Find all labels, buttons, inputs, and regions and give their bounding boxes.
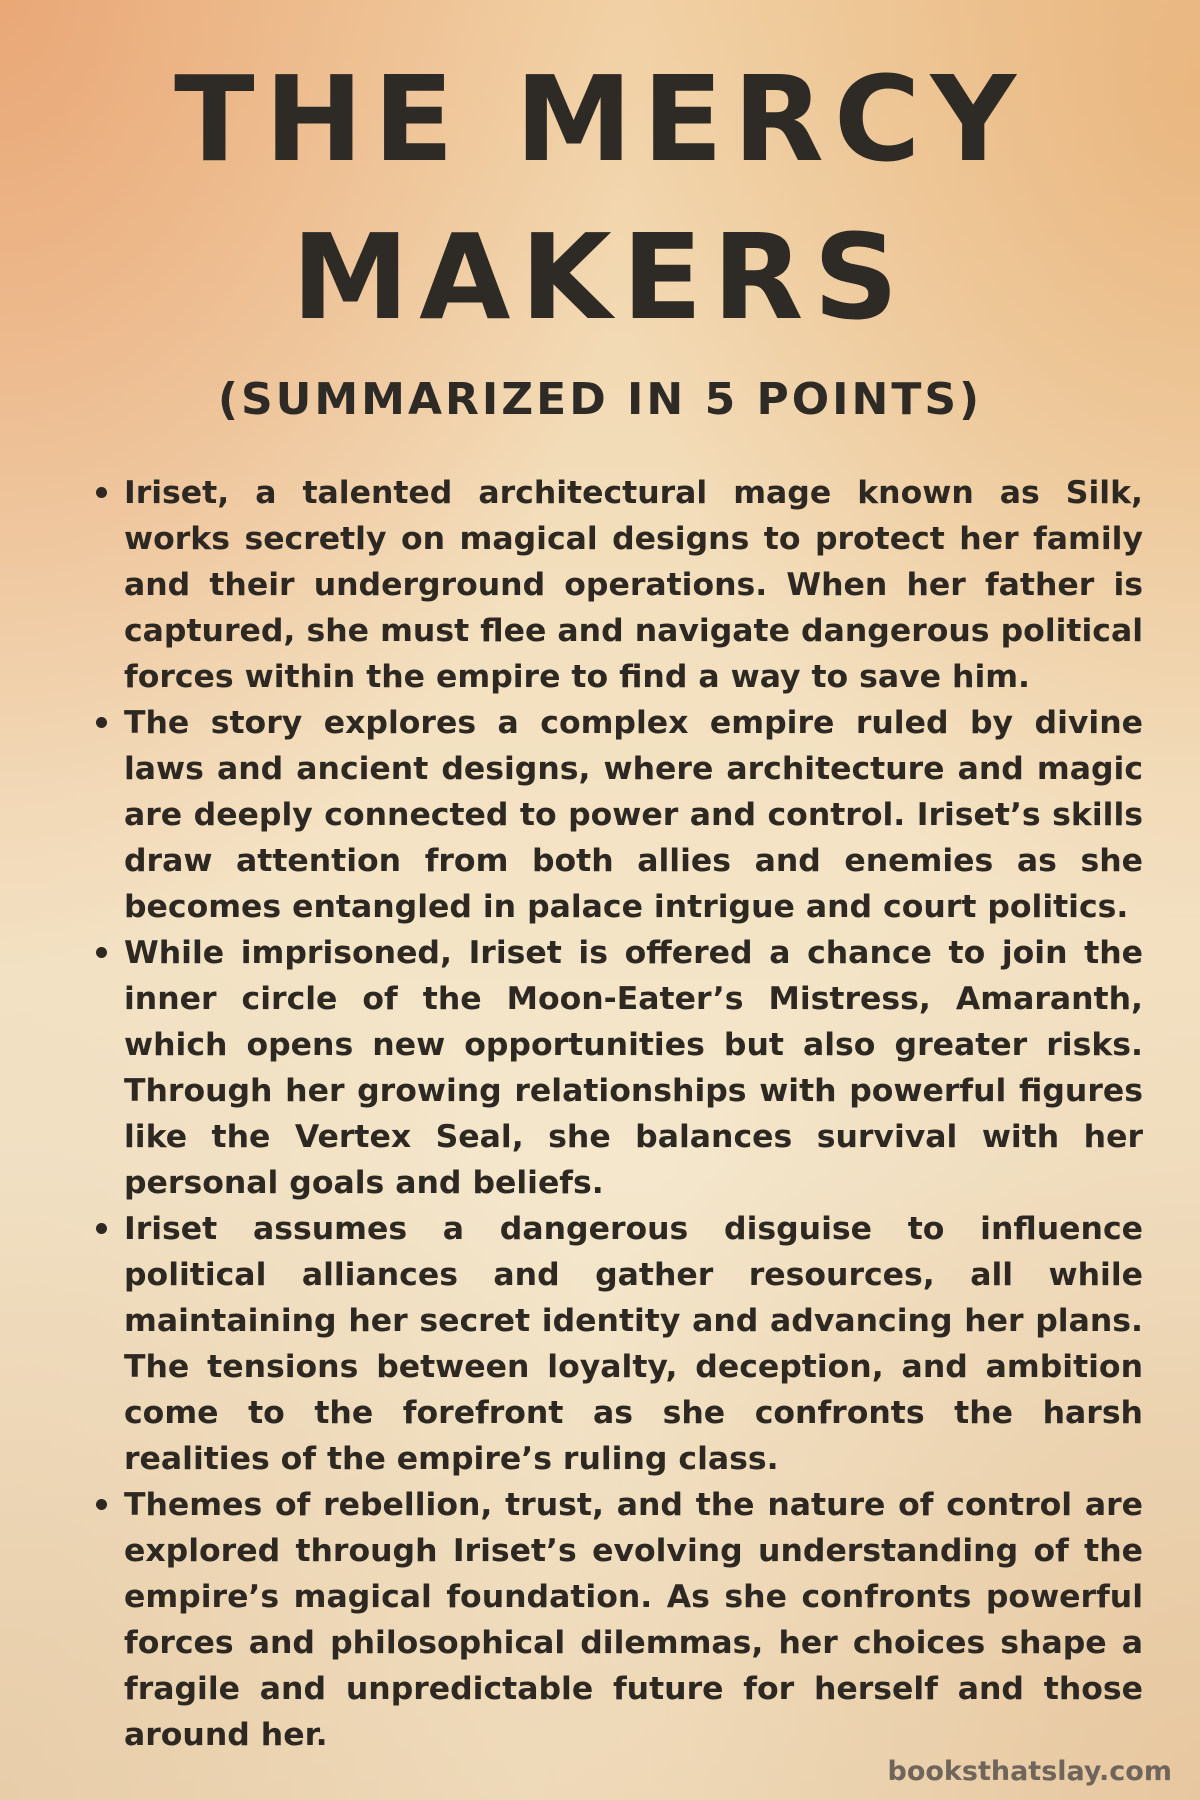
summary-point-text: Iriset, a talented architectural mage known as Silk, works secretly on magical designs to protect her family and their underground operations. When her father is captured, she must flee and navigate dangerous political forces within the empire to find a way to save him. (124, 475, 1143, 695)
book-title-line-2: MAKERS (291, 208, 909, 346)
book-title-line-1: THE MERCY (174, 50, 1026, 188)
summary-point-text: While imprisoned, Iriset is offered a chance to join the inner circle of the Moon-Eater’s Mistress, Amaranth, which opens new opportunities but also greater risks. Through her growing relationships with powerful figures like the Vertex Seal, she balances survival with her personal goals and beliefs. (124, 935, 1143, 1201)
bullet-icon (96, 1499, 107, 1510)
website-credit: booksthatslay.com (887, 1756, 1172, 1787)
summary-point-text: The story explores a complex empire ruled by divine laws and ancient designs, where architecture and magic are deeply connected to power and control. Iriset’s skills draw attention from both allies and enemies as she becomes entangled in palace intrigue and court politics. (124, 705, 1143, 925)
subtitle: (SUMMARIZED IN 5 POINTS) (217, 374, 983, 425)
summary-point-text: Iriset assumes a dangerous disguise to influence political alliances and gather resources, all while maintaining her secret identity and advancing her plans. The tensions between loyalty, deception, and ambition come to the forefront as she confronts the harsh realities of the empire’s ruling class. (124, 1211, 1143, 1477)
summary-point (88, 1206, 1143, 1482)
summary-point-text: Themes of rebellion, trust, and the nature of control are explored through Iriset’s evolving understanding of the empire’s magical foundation. As she confronts powerful forces and philosophical dilemmas, her choices shape a fragile and unpredictable future for herself and those around her. (124, 1487, 1143, 1753)
summary-points-list (88, 470, 1143, 1758)
summary-point (88, 700, 1143, 930)
summary-point (88, 1482, 1143, 1758)
bullet-icon (96, 1223, 107, 1234)
bullet-icon (96, 717, 107, 728)
bullet-icon (96, 487, 107, 498)
summary-point (88, 930, 1143, 1206)
summary-point (88, 470, 1143, 700)
bullet-icon (96, 947, 107, 958)
